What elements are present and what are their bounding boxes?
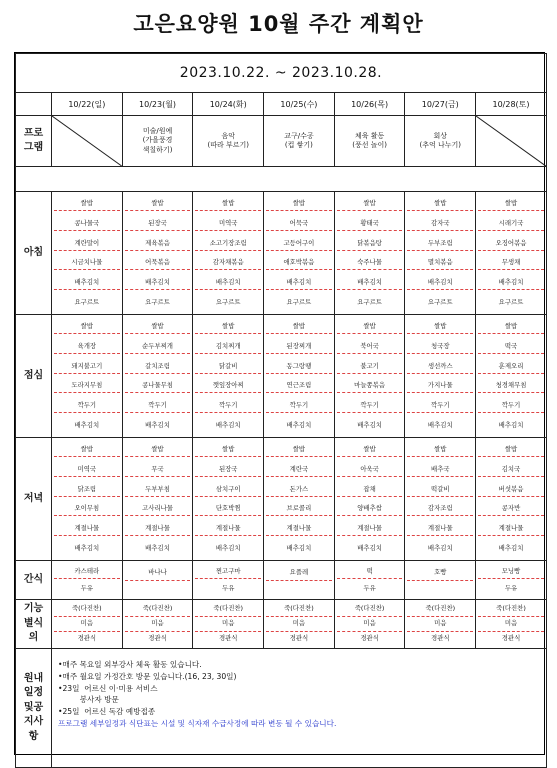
day-header: 10/28(토) (476, 93, 547, 116)
weekly-plan-sheet (14, 52, 545, 755)
menu-item: 쌀밥 (407, 443, 473, 457)
menu-item (266, 588, 332, 594)
diagonal-slash (476, 116, 546, 166)
menu-item: 콩자반 (478, 502, 544, 516)
notice-content (52, 649, 547, 768)
snack-menu-list (335, 561, 405, 599)
menu-item: 깍두기 (337, 399, 403, 413)
menu-item: 쌀밥 (54, 320, 120, 334)
program-cell: 체육 활동 (풍선 놀이) (334, 116, 405, 167)
menu-item: 양배추쌈 (337, 502, 403, 516)
menu-item: 배추김치 (427, 544, 453, 553)
breakfast-label-text: 아침 (23, 246, 44, 258)
menu-item (407, 588, 473, 594)
menu-item: 계절나물 (125, 522, 191, 536)
menu-item: 생선까스 (407, 360, 473, 374)
menu-item: 가지나물 (407, 379, 473, 393)
menu-item: 삼치구이 (195, 483, 261, 497)
menu-item: 오이무침 (54, 502, 120, 516)
dinner-menu-list (264, 438, 334, 560)
notice-line: 봉사자 방문 (58, 695, 119, 705)
breakfast-menu-list (405, 192, 475, 314)
breakfast-day-cell (405, 192, 476, 315)
menu-item: 쌀밥 (54, 197, 120, 211)
menu-item: 배추김치 (74, 421, 100, 430)
special-diet-menu-list (335, 600, 405, 648)
lunch-day-cell (405, 315, 476, 438)
special-diet-menu-list (405, 600, 475, 648)
snack-day-cell (193, 561, 264, 600)
special-diet-day-cell (405, 600, 476, 649)
dinner-day-cell (52, 438, 123, 561)
menu-item: 배추김치 (195, 276, 261, 290)
menu-item: 훈제오리 (478, 360, 544, 374)
menu-item: 돼지불고기 (54, 360, 120, 374)
day-header: 10/24(화) (193, 93, 264, 116)
program-cell: 미술/원예 (가을풍경 색칠하기) (122, 116, 193, 167)
menu-item: 미음 (478, 617, 544, 631)
menu-item (125, 588, 191, 594)
menu-item: 계란국 (266, 463, 332, 477)
notice-label (16, 649, 52, 768)
lunch-day-cell (334, 315, 405, 438)
menu-item: 미음 (407, 617, 473, 631)
dinner-menu-list (405, 438, 475, 560)
notice-line: •매주 목요일 외부강사 체육 활동 있습니다. (58, 660, 202, 669)
breakfast-menu-list (476, 192, 546, 314)
menu-item: 된장찌개 (266, 340, 332, 354)
menu-item: 북어국 (337, 340, 403, 354)
dinner-day-cell (193, 438, 264, 561)
notice-footer: 프로그램 세부일정과 식단표는 시설 및 식자재 수급사정에 따라 변동 될 수 있습니다. (58, 718, 337, 728)
special-diet-menu-list (476, 600, 546, 648)
menu-item: 배추김치 (145, 544, 170, 553)
menu-item: 배추김치 (357, 421, 382, 430)
dinner-label (16, 438, 52, 561)
menu-item: 미역국 (195, 217, 261, 231)
menu-item: 쌀밥 (337, 320, 403, 334)
menu-item: 깍두기 (266, 399, 332, 413)
menu-item: 경관식 (148, 634, 167, 643)
special-diet-day-cell (476, 600, 547, 649)
menu-item: 콩나물국 (54, 217, 120, 231)
menu-item: 배추김치 (286, 421, 312, 430)
special-diet-menu-list (52, 600, 122, 648)
period-range: 2023.10.22. ~ 2023.10.28. (16, 54, 547, 93)
menu-item: 감자채볶음 (195, 256, 261, 270)
snack-day-cell (52, 561, 123, 600)
dinner-menu-list (476, 438, 546, 560)
spacer-row (16, 167, 547, 192)
breakfast-menu-list (52, 192, 122, 314)
menu-item: 배추김치 (427, 421, 453, 430)
menu-item: 김치국 (478, 463, 544, 477)
menu-item: 쌀밥 (125, 197, 191, 211)
menu-item: 오징어볶음 (478, 237, 544, 251)
lunch-label-text: 점심 (23, 369, 44, 381)
menu-item: 닭갈비 (195, 360, 261, 374)
snack-day-cell (264, 561, 335, 600)
snack-menu-list (264, 561, 334, 599)
snack-day-cell (334, 561, 405, 600)
menu-item: 죽(다진찬) (407, 602, 473, 616)
program-cell: 음악 (따라 부르기) (193, 116, 264, 167)
snack-label-text: 간식 (23, 573, 44, 585)
snack-label (16, 561, 52, 600)
menu-item: 무생채 (478, 256, 544, 270)
menu-item: 황태국 (337, 217, 403, 231)
menu-item: 브로콜리 (266, 502, 332, 516)
menu-item: 죽(다진찬) (337, 602, 403, 616)
menu-item: 배추김치 (407, 276, 473, 290)
breakfast-label (16, 192, 52, 315)
menu-item: 멸치볶음 (407, 256, 473, 270)
menu-item: 쌀밥 (266, 320, 332, 334)
menu-item: 계절나물 (54, 522, 120, 536)
dinner-menu-list (123, 438, 193, 560)
menu-item: 계절나물 (266, 522, 332, 536)
program-label: 프로그램 (23, 127, 44, 153)
special-diet-day-cell (264, 600, 335, 649)
menu-item: 계절나물 (195, 522, 261, 536)
dinner-day-cell (405, 438, 476, 561)
dinner-menu-list (52, 438, 122, 560)
special-diet-menu-list (193, 600, 263, 648)
menu-item: 두유 (504, 584, 518, 593)
snack-menu-list (52, 561, 122, 599)
breakfast-day-cell (193, 192, 264, 315)
menu-item: 배추김치 (498, 421, 524, 430)
menu-item: 계절나물 (407, 522, 473, 536)
menu-item: 쌀밥 (407, 320, 473, 334)
menu-item: 단호박찜 (195, 502, 261, 516)
menu-item: 죽(다진찬) (478, 602, 544, 616)
breakfast-day-cell (122, 192, 193, 315)
menu-item: 애호박볶음 (266, 256, 332, 270)
menu-item: 배추김치 (215, 421, 241, 430)
menu-item: 배추김치 (145, 421, 170, 430)
dinner-menu-list (193, 438, 263, 560)
lunch-label (16, 315, 52, 438)
menu-item: 떡갈비 (407, 483, 473, 497)
snack-day-cell (476, 561, 547, 600)
snack-menu-list (193, 561, 263, 599)
menu-item: 고등어구이 (266, 237, 332, 251)
special-diet-label (16, 600, 52, 649)
menu-item: 두유 (222, 584, 235, 593)
menu-item: 불고기 (337, 360, 403, 374)
day-header: 10/25(수) (264, 93, 335, 116)
menu-item: 쌀밥 (54, 443, 120, 457)
menu-item: 동그랑땡 (266, 360, 332, 374)
menu-item: 배추김치 (74, 544, 100, 553)
menu-item: 죽(다진찬) (125, 602, 191, 616)
lunch-menu-list (123, 315, 193, 437)
menu-item: 요구르트 (74, 298, 100, 307)
special-diet-row (16, 600, 547, 649)
menu-item: 청국장 (407, 340, 473, 354)
menu-item: 배추김치 (54, 276, 120, 290)
menu-item: 연근조림 (266, 379, 332, 393)
menu-item: 깍두기 (407, 399, 473, 413)
menu-item: 쌀밥 (195, 443, 261, 457)
snack-day-cell (122, 561, 193, 600)
menu-item: 배추김치 (357, 544, 382, 553)
special-diet-menu-list (123, 600, 193, 648)
menu-item: 바나나 (125, 566, 191, 580)
menu-item: 깍두기 (478, 399, 544, 413)
lunch-menu-list (405, 315, 475, 437)
menu-item: 된장국 (125, 217, 191, 231)
menu-item: 콩나물무침 (125, 379, 191, 393)
menu-item: 제육볶음 (125, 237, 191, 251)
menu-item: 아욱국 (337, 463, 403, 477)
menu-item: 버섯볶음 (478, 483, 544, 497)
menu-item: 카스테라 (54, 565, 120, 579)
menu-item: 깍두기 (195, 399, 261, 413)
menu-item: 계절나물 (478, 522, 544, 536)
menu-item: 배추김치 (498, 544, 524, 553)
menu-item: 배추김치 (478, 276, 544, 290)
lunch-day-cell (476, 315, 547, 438)
menu-item: 쌀밥 (478, 320, 544, 334)
menu-item: 고사리나물 (125, 502, 191, 516)
menu-item: 요구르트 (145, 298, 170, 307)
lunch-menu-list (476, 315, 546, 437)
menu-item: 호빵 (407, 566, 473, 580)
menu-item: 두부조림 (407, 237, 473, 251)
menu-item: 숙주나물 (337, 256, 403, 270)
page-title: 고은요양원 10월 주간 계획안 (133, 12, 424, 36)
menu-item: 배추김치 (215, 544, 241, 553)
breakfast-day-cell (476, 192, 547, 315)
breakfast-row (16, 192, 547, 315)
notice-label-text: 원내일정및공지사항 (23, 672, 44, 742)
menu-item: 소고기장조림 (195, 237, 261, 251)
dinner-day-cell (122, 438, 193, 561)
diagonal-slash (52, 116, 122, 166)
snack-menu-list (123, 561, 193, 599)
menu-item: 경관식 (77, 634, 97, 643)
menu-item: 육개장 (54, 340, 120, 354)
menu-item: 경관식 (431, 634, 450, 643)
menu-item: 쌀밥 (337, 443, 403, 457)
menu-item: 닭조림 (54, 483, 120, 497)
menu-item: 닭볶음탕 (337, 237, 403, 251)
menu-item: 경관식 (501, 634, 521, 643)
breakfast-menu-list (264, 192, 334, 314)
notice-line: •매주 월요일 가정간호 방문 있습니다.(16, 23, 30일) (58, 671, 237, 681)
menu-item: 미음 (125, 617, 191, 631)
menu-item: 모닝빵 (478, 565, 544, 579)
menu-item: 요구르트 (498, 298, 524, 307)
menu-item: 마늘쫑볶음 (337, 379, 403, 393)
menu-item: 갈치조림 (125, 360, 191, 374)
menu-item: 미음 (337, 617, 403, 631)
program-empty-cell (476, 116, 547, 167)
dinner-row (16, 438, 547, 561)
menu-item: 시래기국 (478, 217, 544, 231)
menu-item: 도라지무침 (54, 379, 120, 393)
lunch-day-cell (264, 315, 335, 438)
breakfast-day-cell (52, 192, 123, 315)
special-diet-day-cell (52, 600, 123, 649)
notice-line: •23일 어르신 이·미용 서비스 (58, 683, 158, 693)
snack-menu-list (476, 561, 546, 599)
dinner-label-text: 저녁 (23, 492, 44, 504)
special-diet-label-text: 기능별식의 (23, 603, 44, 644)
menu-item: 미음 (54, 617, 120, 631)
menu-item: 떡국 (478, 340, 544, 354)
menu-item: 순두부찌개 (125, 340, 191, 354)
menu-item: 잡채 (337, 483, 403, 497)
menu-item: 배추김치 (125, 276, 191, 290)
corner-cell (16, 93, 52, 116)
menu-item: 두부부침 (125, 483, 191, 497)
menu-item: 된장국 (195, 463, 261, 477)
menu-item: 미음 (266, 617, 332, 631)
menu-item: 쌀밥 (195, 320, 261, 334)
menu-item: 무국 (125, 463, 191, 477)
menu-item: 계란말이 (54, 237, 120, 251)
program-empty-cell (52, 116, 123, 167)
menu-item: 쌀밥 (266, 197, 332, 211)
lunch-day-cell (122, 315, 193, 438)
menu-item: 쌀밥 (337, 197, 403, 211)
breakfast-day-cell (334, 192, 405, 315)
menu-item: 쌀밥 (478, 443, 544, 457)
menu-item: 깍두기 (54, 399, 120, 413)
day-header: 10/27(금) (405, 93, 476, 116)
lunch-day-cell (52, 315, 123, 438)
lunch-row (16, 315, 547, 438)
lunch-day-cell (193, 315, 264, 438)
row-label-program (16, 116, 52, 167)
menu-item: 죽(다진찬) (195, 602, 261, 616)
special-diet-day-cell (334, 600, 405, 649)
menu-item: 쌀밥 (125, 320, 191, 334)
menu-item: 계절나물 (337, 522, 403, 536)
snack-day-cell (405, 561, 476, 600)
menu-item: 쌀밥 (266, 443, 332, 457)
menu-item: 감자국 (407, 217, 473, 231)
menu-item: 요구르트 (286, 298, 312, 307)
weekly-plan-table (15, 53, 547, 768)
breakfast-menu-list (335, 192, 405, 314)
menu-item: 깻잎장아찌 (195, 379, 261, 393)
menu-item: 요구르트 (215, 298, 241, 307)
notice-row (16, 649, 547, 768)
dinner-day-cell (334, 438, 405, 561)
menu-item: 쌀밥 (407, 197, 473, 211)
menu-item: 배추김치 (337, 276, 403, 290)
special-diet-day-cell (193, 600, 264, 649)
day-header: 10/23(월) (122, 93, 193, 116)
breakfast-menu-list (123, 192, 193, 314)
menu-item: 두유 (363, 584, 376, 593)
menu-item: 떡 (337, 565, 403, 579)
menu-item: 쌀밥 (125, 443, 191, 457)
snack-row (16, 561, 547, 600)
program-cell: 교구/수공 (컵 쌓기) (264, 116, 335, 167)
menu-item: 두유 (80, 584, 94, 593)
menu-item: 시금치나물 (54, 256, 120, 270)
menu-item: 요플레 (266, 566, 332, 580)
menu-item: 돈가스 (266, 483, 332, 497)
menu-item: 미역국 (54, 463, 120, 477)
menu-item: 경관식 (360, 634, 379, 643)
day-header: 10/26(목) (334, 93, 405, 116)
menu-item: 경관식 (218, 634, 238, 643)
menu-item: 쌀밥 (478, 197, 544, 211)
menu-item: 요구르트 (357, 298, 382, 307)
menu-item: 깍두기 (125, 399, 191, 413)
menu-item: 미음 (195, 617, 261, 631)
notice-line: •25일 어르신 독감 예방접종 (58, 707, 156, 717)
lunch-menu-list (264, 315, 334, 437)
breakfast-menu-list (193, 192, 263, 314)
special-diet-menu-list (264, 600, 334, 648)
program-cell: 회상 (추억 나누기) (405, 116, 476, 167)
lunch-menu-list (335, 315, 405, 437)
menu-item: 찐고구마 (195, 565, 261, 579)
menu-item: 배추국 (407, 463, 473, 477)
lunch-menu-list (52, 315, 122, 437)
snack-menu-list (405, 561, 475, 599)
dinner-day-cell (264, 438, 335, 561)
menu-item: 죽(다진찬) (266, 602, 332, 616)
menu-item: 쌀밥 (195, 197, 261, 211)
day-header: 10/22(일) (52, 93, 123, 116)
menu-item: 어묵국 (266, 217, 332, 231)
menu-item: 감자조림 (407, 502, 473, 516)
dinner-menu-list (335, 438, 405, 560)
menu-item: 요구르트 (427, 298, 453, 307)
dinner-day-cell (476, 438, 547, 561)
lunch-menu-list (193, 315, 263, 437)
special-diet-day-cell (122, 600, 193, 649)
menu-item: 김치찌개 (195, 340, 261, 354)
menu-item: 경관식 (289, 634, 309, 643)
menu-item: 죽(다진찬) (54, 602, 120, 616)
breakfast-day-cell (264, 192, 335, 315)
menu-item: 어묵볶음 (125, 256, 191, 270)
menu-item: 청경채무침 (478, 379, 544, 393)
menu-item: 배추김치 (266, 276, 332, 290)
menu-item: 배추김치 (286, 544, 312, 553)
